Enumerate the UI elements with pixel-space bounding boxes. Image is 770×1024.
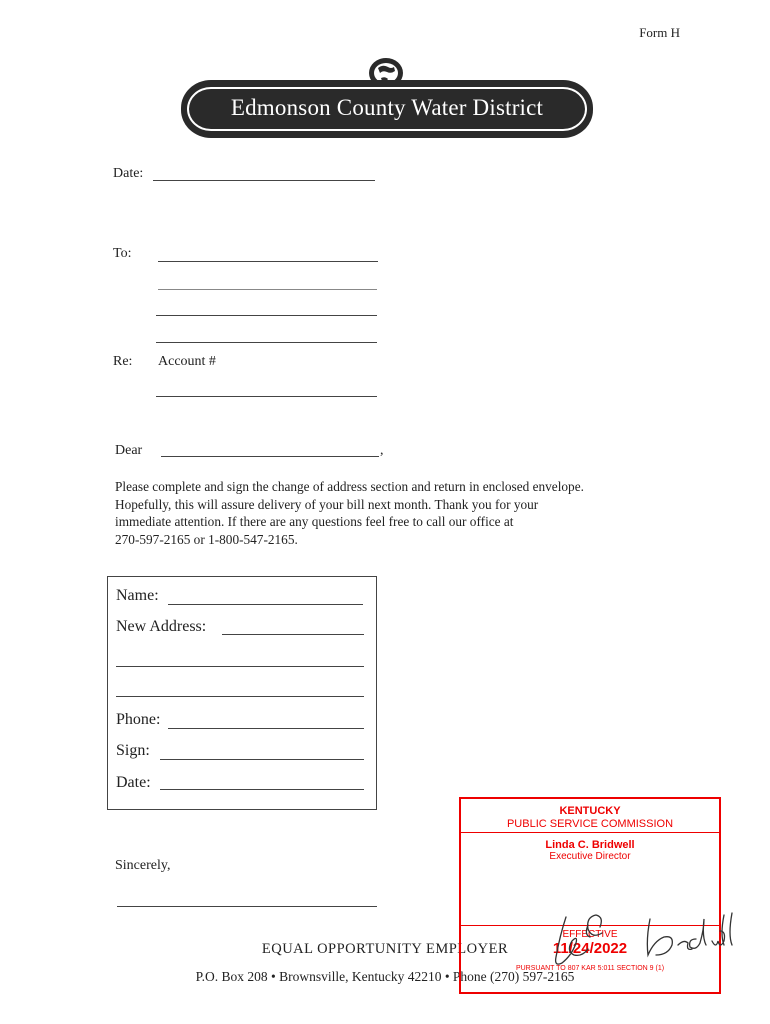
dear-line xyxy=(161,456,379,457)
re-label: Re: xyxy=(113,354,133,369)
logo-text: Edmonson County Water District xyxy=(230,95,544,120)
change-of-address-box xyxy=(107,576,377,810)
to-line-2 xyxy=(158,289,377,290)
box-date-label: Date: xyxy=(116,774,151,791)
sincerely: Sincerely, xyxy=(115,858,171,873)
account-label: Account # xyxy=(158,354,216,369)
body-line: Please complete and sign the change of address section and return in enclosed envelope. xyxy=(115,479,584,494)
box-date-field[interactable] xyxy=(160,789,364,790)
to-line-4 xyxy=(156,342,377,343)
stamp-divider xyxy=(461,832,719,833)
new-address-label: New Address: xyxy=(116,618,207,635)
stamp-commission: PUBLIC SERVICE COMMISSION xyxy=(506,818,674,830)
form-label: Form H xyxy=(639,25,680,40)
sign-label: Sign: xyxy=(116,742,150,759)
address-line-3[interactable] xyxy=(116,696,364,697)
signature-image xyxy=(530,905,740,975)
new-address-field[interactable] xyxy=(222,634,364,635)
address-line-2[interactable] xyxy=(116,666,364,667)
letter-body xyxy=(115,478,584,548)
name-label: Name: xyxy=(116,587,159,604)
stamp-director-title: Executive Director xyxy=(549,851,631,862)
district-logo xyxy=(181,80,593,138)
signature-line xyxy=(117,906,377,907)
stamp-state: KENTUCKY xyxy=(559,805,621,817)
footer-employer: EQUAL OPPORTUNITY EMPLOYER xyxy=(261,941,509,957)
stamp-effective: EFFECTIVE xyxy=(562,929,618,940)
body-line: immediate attention. If there are any questions feel free to call our office at xyxy=(115,514,514,529)
stamp-date: 11/24/2022 xyxy=(552,940,628,957)
sign-field[interactable] xyxy=(160,759,364,760)
to-line-1 xyxy=(158,261,378,262)
footer-address: P.O. Box 208 • Brownsville, Kentucky 42210 • Phone (270) 597-2165 xyxy=(195,969,575,984)
account-line xyxy=(156,396,377,397)
to-label: To: xyxy=(113,246,132,261)
phone-field[interactable] xyxy=(168,728,364,729)
dear-label: Dear xyxy=(115,443,143,458)
dear-comma: , xyxy=(380,443,384,458)
name-field[interactable] xyxy=(168,604,363,605)
date-line xyxy=(153,180,375,181)
body-line: 270-597-2165 or 1-800-547-2165. xyxy=(115,531,298,547)
stamp-director-name: Linda C. Bridwell xyxy=(545,839,635,851)
to-line-3 xyxy=(156,315,377,316)
phone-label: Phone: xyxy=(116,711,161,728)
body-line: Hopefully, this will assure delivery of your bill next month. Thank you for your xyxy=(115,496,539,512)
stamp-pursuant: PURSUANT TO 807 KAR 5:011 SECTION 9 (1) xyxy=(515,965,665,972)
date-label: Date: xyxy=(113,166,144,181)
